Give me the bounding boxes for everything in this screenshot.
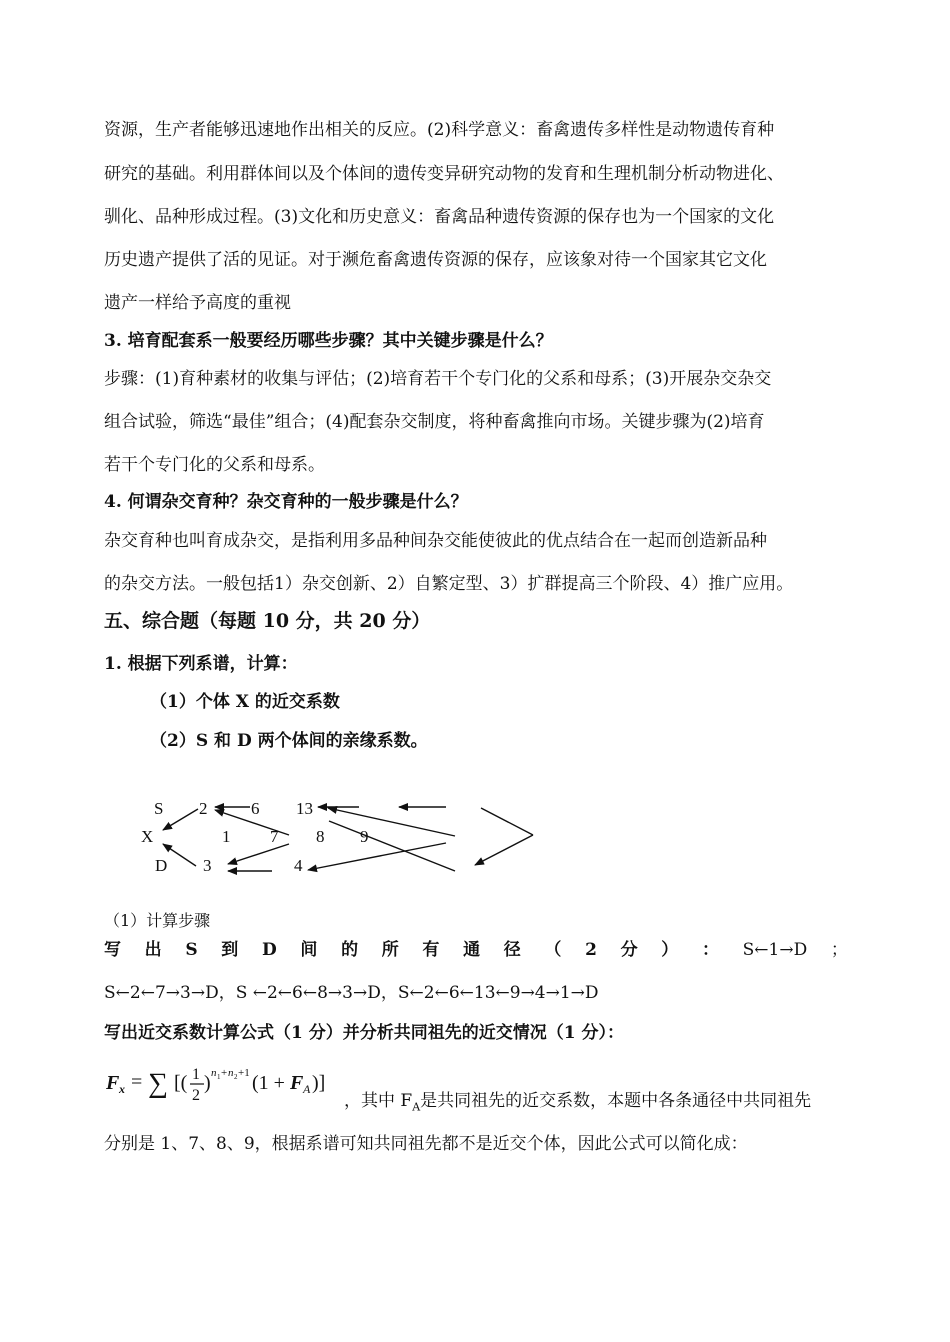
section-title: 五、综合题（每题 10 分，共 20 分） [104,610,431,632]
paragraph-line: 遗产一样给予高度的重视 [104,293,291,313]
paths-header-char: 到 [221,940,239,960]
node-4: 4 [294,856,303,875]
svg-text:+: + [221,1067,228,1079]
node-3: 3 [203,856,212,875]
paths-header-char: 分 [620,940,638,960]
svg-text:2: 2 [192,1087,200,1104]
pedigree-arrow [308,843,446,870]
paths-header-char: ： [701,940,719,960]
paths-header-char: D [261,940,277,960]
svg-text:n: n [228,1067,234,1079]
node-6: 6 [251,799,260,818]
svg-text:+1: +1 [238,1067,250,1079]
pedigree-line [329,821,455,871]
svg-text:): ) [204,1072,211,1094]
formula-explanation-part: ，其中 F [344,1091,413,1111]
problem-1-subquestion: （2）S 和 D 两个体间的亲缘系数。 [150,731,428,751]
svg-text:F: F [290,1072,304,1094]
paths-header-char: 间 [300,940,318,960]
svg-text:A: A [303,1082,311,1096]
formula-line-2: 分别是 1、7、8、9，根据系谱可知共同祖先都不是近交个体，因此公式可以简化成： [104,1134,748,1154]
paragraph-line: 历史遗产提供了活的见证。对于濒危畜禽遗传资源的保存，应该象对待一个国家其它文化 [104,250,767,270]
answer-line: 组合试验，筛选“最佳”组合；(4)配套杂交制度，将种畜禽推向市场。关键步骤为(2)培育 [104,412,765,432]
pedigree-arrow [328,808,455,836]
node-8: 8 [316,827,325,846]
pedigree-arrow [475,835,533,865]
inbreeding-formula [104,1062,344,1110]
paths-header-char: 2 [585,940,597,960]
answer-line: 若干个专门化的父系和母系。 [104,455,325,475]
paragraph-line: 驯化、品种形成过程。(3)文化和历史意义：畜禽品种遗传资源的保存也为一个国家的文化 [104,207,775,227]
paths-header-char: 出 [144,940,162,960]
svg-text:(1 +: (1 + [252,1072,285,1094]
question-3-title: 3. 培育配套系一般要经历哪些步骤？其中关键步骤是什么？ [104,331,553,351]
pedigree-arrow [163,809,198,830]
pedigree-arrow [163,844,196,866]
paths-line: S←2←7→3→D，S ←2←6←8→3→D，S←2←6←13←9→4→1→D [104,983,599,1003]
paragraph-line: 资源，生产者能够迅速地作出相关的反应。(2)科学意义：畜禽遗传多样性是动物遗传育种 [104,120,775,140]
svg-text:x: x [119,1082,125,1096]
node-2: 2 [199,799,208,818]
formula-explanation [344,1091,811,1117]
svg-text:1: 1 [192,1066,200,1083]
step-label: （1）计算步骤 [104,911,211,930]
pedigree-arrow [228,844,289,864]
answer-line: 的杂交方法。一般包括1）杂交创新、2）自繁定型、3）扩群提高三个阶段、4）推广应用。 [104,574,794,594]
node-D: D [155,856,168,875]
paths-header-char: S [185,940,198,960]
problem-1-subquestion: （1）个体 X 的近交系数 [150,692,340,712]
svg-text:F: F [106,1072,120,1094]
paths-header-char: 写 [104,940,121,960]
pedigree-diagram [130,790,550,890]
node-X: X [141,827,154,846]
svg-text:1: 1 [217,1073,221,1081]
node-S: S [154,799,164,818]
pedigree-line [481,808,533,835]
svg-text:[(: [( [174,1072,188,1094]
node-9: 9 [360,827,369,846]
svg-text:n: n [211,1067,217,1079]
paths-header [104,940,848,960]
svg-text:)]: )] [312,1072,326,1094]
question-4-title: 4. 何谓杂交育种？杂交育种的一般步骤是什么？ [104,492,468,512]
paragraph-line: 研究的基础。利用群体间以及个体间的遗传变异研究动物的发育和生理机制分析动物进化、 [104,164,784,184]
node-13: 13 [296,799,313,818]
paths-header-char: （ [544,940,562,960]
paths-header-char: ） [661,940,679,960]
paths-header-char: 通 [463,940,481,960]
path-S-1-D: S←1→D [742,940,808,960]
paths-header-char: 所 [381,940,399,960]
svg-text:=: = [131,1071,143,1093]
paths-header-char: ； [830,940,848,960]
paths-header-char: 径 [503,940,521,960]
paths-header-char: 有 [422,940,440,960]
node-7: 7 [270,827,279,846]
formula-header: 写出近交系数计算公式（1 分）并分析共同祖先的近交情况（1 分）： [104,1023,624,1043]
answer-line: 杂交育种也叫育成杂交，是指利用多品种间杂交能使彼此的优点结合在一起而创造新品种 [104,531,767,551]
node-1: 1 [222,827,231,846]
formula-explanation-part: 是共同祖先的近交系数，本题中各条通径中共同祖先 [420,1091,812,1111]
subscript-A: A [412,1100,421,1114]
svg-text:∑: ∑ [148,1068,168,1099]
svg-text:2: 2 [234,1073,238,1081]
problem-1-title: 1. 根据下列系谱，计算： [104,654,298,674]
answer-line: 步骤：(1)育种素材的收集与评估；(2)培育若干个专门化的父系和母系；(3)开展杂交杂交 [104,369,772,389]
paths-header-char: 的 [341,940,359,960]
